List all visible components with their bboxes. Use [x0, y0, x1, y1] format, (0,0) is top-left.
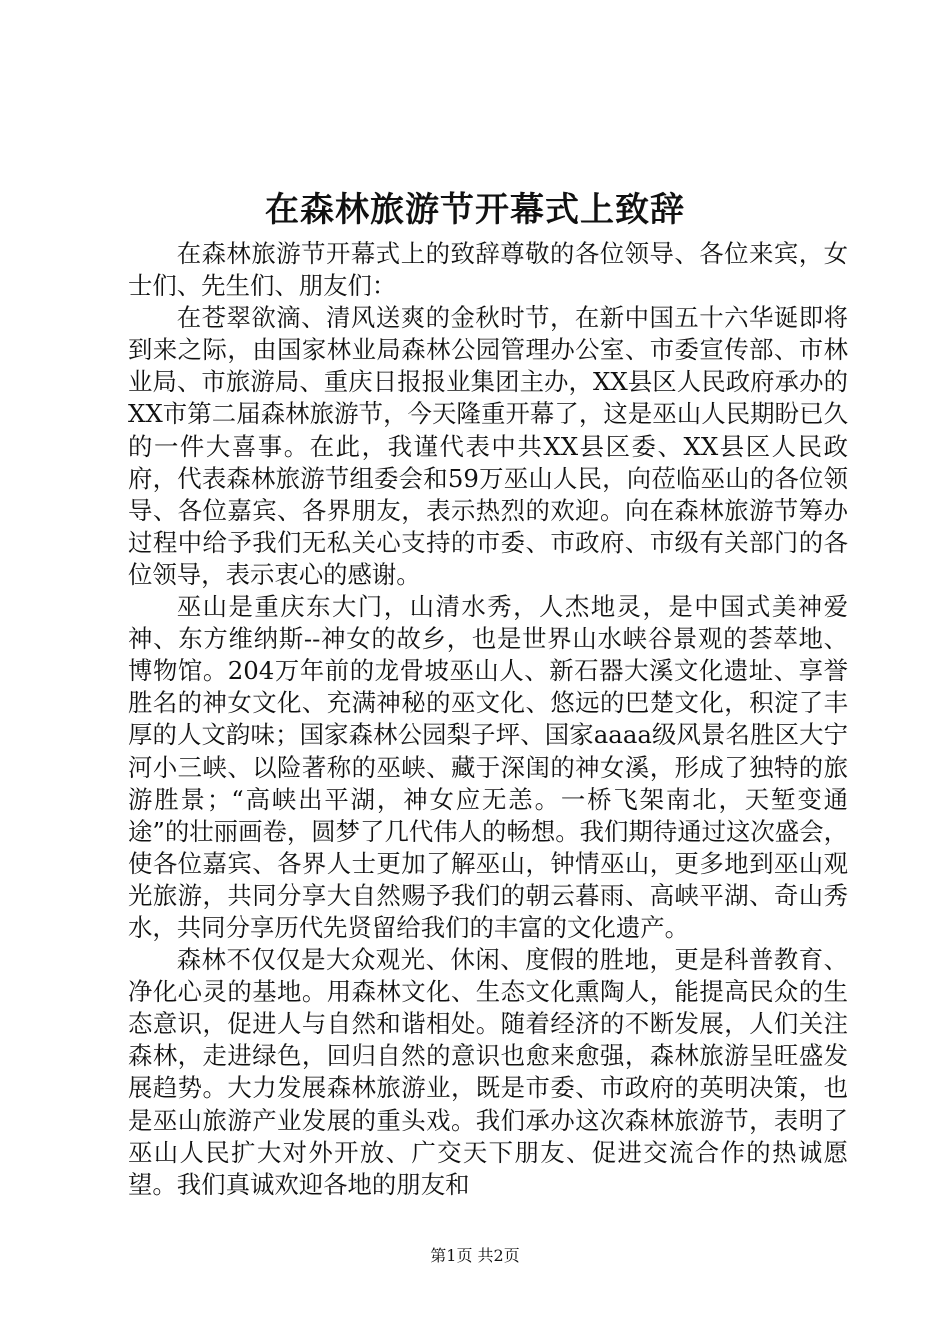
paragraph-welcome: 在苍翠欲滴、清风送爽的金秋时节，在新中国五十六华诞即将到来之际，由国家林业局森林公园管理办公室、市委宣传部、市林业局、市旅游局、重庆日报报业集团主办，XX县区人民政府承办的XX市第二届森林旅游节，今天隆重开幕了，这是巫山人民期盼已久的一件大喜事。在此，我谨代表中共XX县区委、XX县区人民政府，代表森林旅游节组委会和59万巫山人民，向莅临巫山的各位领导、各位嘉宾、各界朋友，表示热烈的欢迎。向在森林旅游节筹办过程中给予我们无私关心支持的市委、市政府、市级有关部门的各位领导，表示衷心的感谢。 — [128, 303, 848, 589]
paragraph-forest-tourism: 森林不仅仅是大众观光、休闲、度假的胜地，更是科普教育、净化心灵的基地。用森林文化、生态文化熏陶人，能提高民众的生态意识，促进人与自然和谐相处。随着经济的不断发展，人们关注森林，走进绿色，回归自然的意识也愈来愈强，森林旅游呈旺盛发展趋势。大力发展森林旅游业，既是市委、市政府的英明决策，也是巫山旅游产业发展的重头戏。我们承办这次森林旅游节，表明了巫山人民扩大对外开放、广交天下朋友、促进交流合作的热诚愿望。我们真诚欢迎各地的朋友和 — [128, 945, 848, 1199]
page-footer: 第1页 共2页 — [430, 1246, 520, 1265]
document-body — [128, 238, 848, 1201]
paragraph-wushan-intro: 巫山是重庆东大门，山清水秀，人杰地灵，是中国式美神爱神、东方维纳斯--神女的故乡，也是世界山水峡谷景观的荟萃地、博物馆。204万年前的龙骨坡巫山人、新石器大溪文化遗址、享誉胜名的神女文化、充满神秘的巫文化、悠远的巴楚文化，积淀了丰厚的人文韵味；国家森林公园梨子坪、国家aaaa级风景名胜区大宁河小三峡、以险著称的巫峡、藏于深闺的神女溪，形成了独特的旅游胜景；“高峡出平湖，神女应无恙。一桥飞架南北，天堑变通途”的壮丽画卷，圆梦了几代伟人的畅想。我们期待通过这次盛会，使各位嘉宾、各界人士更加了解巫山，钟情巫山，更多地到巫山观光旅游，共同分享大自然赐予我们的朝云暮雨、高峡平湖、奇山秀水，共同分享历代先贤留给我们的丰富的文化遗产。 — [128, 592, 848, 942]
document-title: 在森林旅游节开幕式上致辞 — [265, 190, 685, 230]
paragraph-salutation: 在森林旅游节开幕式上的致辞尊敬的各位领导、各位来宾，女士们、先生们、朋友们： — [128, 239, 848, 301]
